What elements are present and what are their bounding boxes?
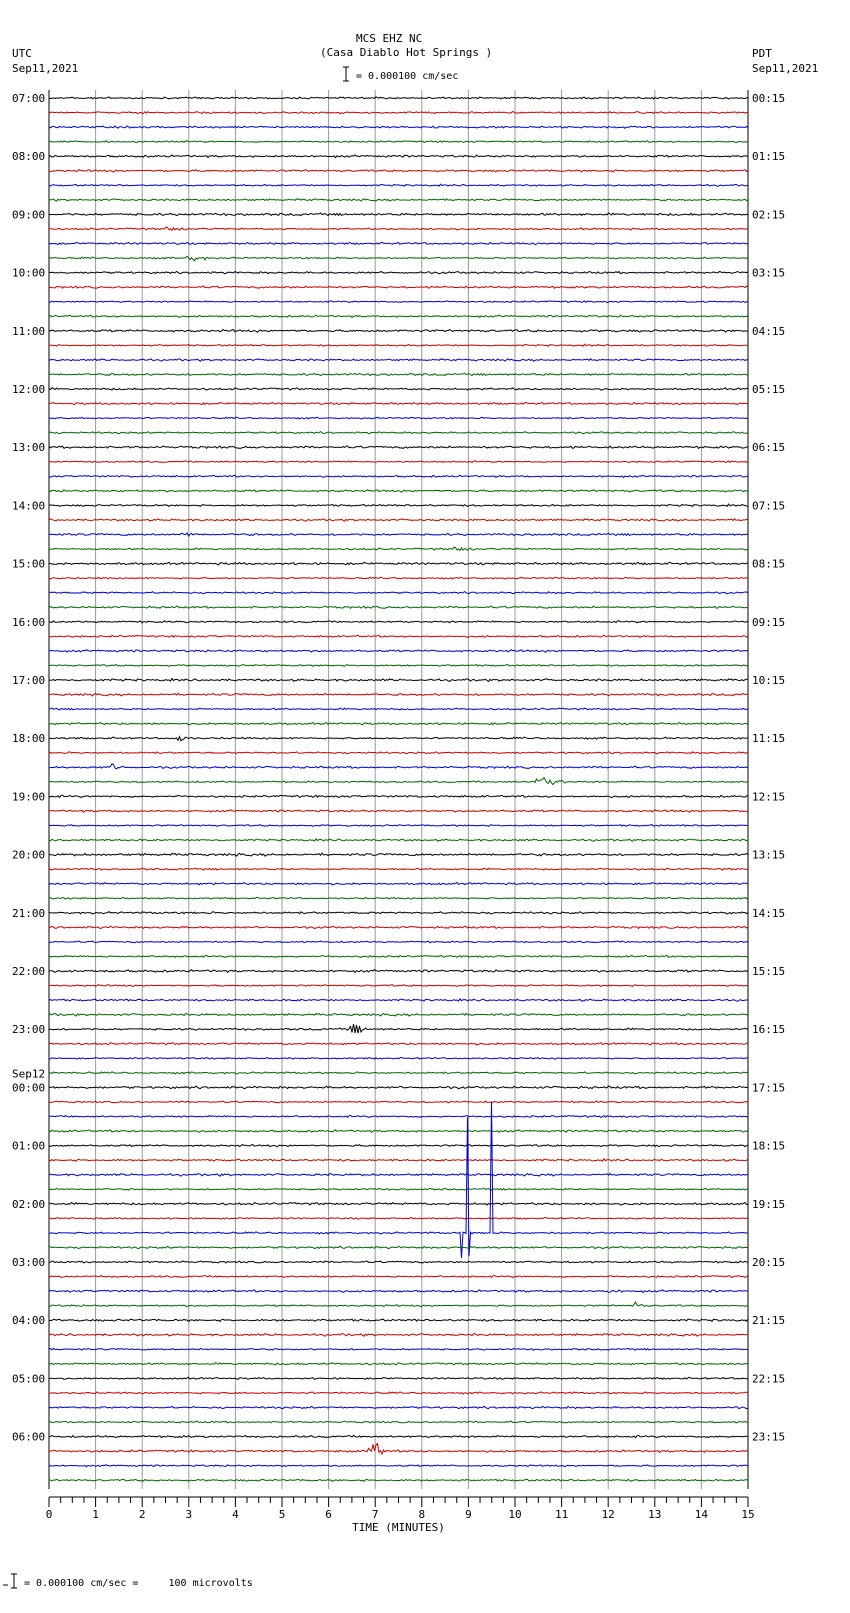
- seismic-trace-56: [49, 912, 748, 914]
- left-timezone: UTC: [12, 47, 32, 60]
- x-tick-label: 0: [45, 1508, 53, 1521]
- seismic-trace-35: [49, 606, 748, 608]
- seismic-trace-65: [49, 1043, 748, 1045]
- seismic-trace-60: [49, 970, 748, 973]
- right-hour-label: 22:15: [752, 1372, 786, 1386]
- right-hour-label: 06:15: [752, 441, 786, 455]
- seismic-trace-77: [49, 1217, 748, 1219]
- seismic-trace-32: [49, 562, 748, 565]
- left-hour-label: 05:00: [12, 1372, 46, 1386]
- left-hour-label: 14:00: [12, 499, 46, 513]
- seismic-trace-62: [49, 999, 748, 1002]
- seismic-trace-86: [49, 1348, 748, 1350]
- seismic-trace-15: [49, 315, 748, 317]
- left-hour-label: 02:00: [12, 1197, 46, 1211]
- seismic-trace-38: [49, 650, 748, 653]
- seismic-trace-91: [49, 1421, 748, 1423]
- seismic-trace-3: [49, 141, 748, 143]
- seismic-trace-29: [49, 519, 748, 521]
- seismic-trace-37: [49, 635, 748, 637]
- seismic-trace-17: [49, 344, 748, 346]
- left-hour-label: 23:00: [12, 1023, 46, 1037]
- right-hour-label: 05:15: [752, 383, 786, 396]
- seismic-trace-95: [49, 1479, 748, 1481]
- seismic-trace-63: [49, 1013, 748, 1016]
- left-hour-label: 11:00: [12, 324, 46, 338]
- seismic-trace-18: [49, 359, 748, 362]
- seismic-trace-47: [49, 778, 748, 785]
- right-hour-label: 04:15: [752, 324, 786, 338]
- seismic-trace-7: [49, 199, 748, 201]
- left-hour-label: 17:00: [12, 674, 46, 687]
- seismic-trace-84: [49, 1319, 748, 1322]
- right-hour-label: 13:15: [752, 848, 786, 862]
- seismic-trace-67: [49, 1072, 748, 1074]
- right-hour-label: 23:15: [752, 1430, 786, 1444]
- seismic-trace-21: [49, 402, 748, 404]
- x-tick-label: 9: [465, 1508, 472, 1521]
- seismic-trace-76: [49, 1202, 748, 1205]
- seismic-trace-6: [49, 184, 748, 186]
- right-hour-label: 16:15: [752, 1023, 786, 1037]
- seismic-trace-82: [49, 1290, 748, 1293]
- seismic-trace-23: [49, 432, 748, 434]
- x-tick-label: 7: [371, 1508, 379, 1521]
- left-hour-label: 12:00: [12, 383, 46, 396]
- seismic-trace-54: [49, 883, 748, 885]
- seismic-trace-28: [49, 504, 748, 506]
- left-hour-label: 01:00: [12, 1139, 46, 1153]
- right-hour-label: 08:15: [752, 557, 786, 571]
- right-hour-label: 21:15: [752, 1314, 786, 1328]
- seismic-trace-27: [49, 490, 748, 493]
- left-hour-label: 15:00: [12, 557, 46, 571]
- seismic-trace-41: [49, 693, 748, 696]
- seismic-trace-5: [49, 170, 748, 173]
- seismic-trace-43: [49, 723, 748, 725]
- seismic-trace-46: [49, 764, 748, 769]
- seismic-trace-24: [49, 446, 748, 449]
- seismic-trace-85: [49, 1334, 748, 1337]
- seismic-trace-78: [49, 1102, 748, 1258]
- seismic-trace-53: [49, 868, 748, 870]
- right-hour-label: 15:15: [752, 965, 786, 978]
- seismic-trace-59: [49, 955, 748, 957]
- left-hour-label: 04:00: [12, 1314, 46, 1328]
- seismic-trace-1: [49, 112, 748, 114]
- right-hour-label: 07:15: [752, 499, 786, 513]
- right-hour-label: 00:15: [752, 92, 786, 105]
- seismic-trace-49: [49, 810, 748, 813]
- left-hour-label: 16:00: [12, 615, 46, 629]
- seismic-trace-19: [49, 373, 748, 376]
- x-tick-label: 5: [278, 1508, 286, 1521]
- seismic-trace-2: [49, 126, 748, 128]
- right-hour-label: 09:15: [752, 615, 786, 629]
- station-code-line: MCS EHZ NC: [356, 32, 423, 45]
- seismic-trace-74: [49, 1173, 748, 1176]
- left-hour-label: 19:00: [12, 790, 46, 804]
- seismic-trace-81: [49, 1276, 748, 1278]
- right-date: Sep11,2021: [752, 62, 819, 75]
- seismic-trace-73: [49, 1159, 748, 1161]
- seismic-trace-10: [49, 242, 748, 244]
- left-hour-label: 13:00: [12, 441, 46, 455]
- seismic-trace-33: [49, 577, 748, 579]
- seismic-trace-69: [49, 1101, 748, 1103]
- seismic-trace-66: [49, 1057, 748, 1059]
- seismic-trace-87: [49, 1363, 748, 1365]
- seismic-trace-83: [49, 1302, 748, 1307]
- right-hour-label: 03:15: [752, 266, 786, 280]
- left-hour-label: 22:00: [12, 965, 46, 978]
- seismic-trace-79: [49, 1246, 748, 1249]
- date-change-label: Sep12: [12, 1067, 46, 1081]
- left-hour-label: 00:00: [12, 1081, 46, 1095]
- seismic-trace-50: [49, 825, 748, 827]
- left-hour-label: 07:00: [12, 92, 46, 105]
- right-timezone: PDT: [752, 47, 772, 60]
- seismic-trace-48: [49, 795, 748, 797]
- x-tick-label: 11: [554, 1508, 569, 1521]
- left-hour-label: 18:00: [12, 732, 46, 746]
- right-hour-label: 01:15: [752, 150, 786, 164]
- seismic-trace-92: [49, 1435, 748, 1437]
- right-hour-label: 10:15: [752, 674, 786, 687]
- x-tick-label: 6: [325, 1508, 332, 1521]
- seismic-trace-58: [49, 941, 748, 943]
- seismic-trace-72: [49, 1145, 748, 1147]
- left-hour-label: 08:00: [12, 150, 46, 164]
- seismic-trace-25: [49, 461, 748, 463]
- right-hour-label: 14:15: [752, 906, 786, 920]
- seismic-trace-9: [49, 227, 748, 230]
- seismic-trace-16: [49, 330, 748, 333]
- left-hour-label: 21:00: [12, 906, 46, 920]
- seismic-trace-0: [49, 97, 748, 99]
- scale-label: = 0.000100 cm/sec: [356, 71, 459, 82]
- seismic-trace-89: [49, 1392, 748, 1394]
- seismic-trace-34: [49, 592, 748, 594]
- seismic-trace-64: [49, 1024, 748, 1033]
- x-axis-label: TIME (MINUTES): [352, 1521, 445, 1534]
- x-tick-label: 4: [232, 1508, 239, 1521]
- right-hour-label: 19:15: [752, 1197, 786, 1211]
- right-hour-label: 11:15: [752, 732, 786, 746]
- seismic-trace-55: [49, 897, 748, 899]
- x-tick-label: 3: [185, 1508, 193, 1521]
- seismic-trace-45: [49, 752, 748, 754]
- left-hour-label: 10:00: [12, 266, 46, 280]
- x-tick-label: 14: [694, 1508, 709, 1521]
- seismic-trace-90: [49, 1406, 748, 1408]
- right-hour-label: 02:15: [752, 208, 786, 222]
- seismic-trace-88: [49, 1377, 748, 1379]
- seismic-trace-26: [49, 475, 748, 477]
- seismic-trace-94: [49, 1465, 748, 1467]
- seismic-trace-75: [49, 1188, 748, 1190]
- seismic-trace-13: [49, 286, 748, 288]
- seismic-trace-57: [49, 926, 748, 929]
- seismic-trace-44: [49, 737, 748, 741]
- right-hour-label: 18:15: [752, 1139, 786, 1153]
- seismic-trace-42: [49, 708, 748, 710]
- x-tick-label: 2: [138, 1508, 146, 1521]
- seismic-trace-30: [49, 533, 748, 536]
- left-hour-label: 09:00: [12, 208, 46, 222]
- left-date: Sep11,2021: [12, 62, 79, 75]
- right-hour-label: 17:15: [752, 1081, 786, 1095]
- seismic-trace-40: [49, 679, 748, 682]
- seismic-trace-68: [49, 1086, 748, 1089]
- seismic-trace-22: [49, 417, 748, 419]
- seismic-trace-11: [49, 256, 748, 261]
- footer-scale-label: = 0.000100 cm/sec = 100 microvolts: [24, 1578, 253, 1589]
- left-hour-label: 06:00: [12, 1430, 46, 1444]
- station-name: (Casa Diablo Hot Springs ): [320, 46, 493, 59]
- seismic-trace-93: [49, 1444, 748, 1455]
- seismic-trace-4: [49, 155, 748, 158]
- footer-scale-bar-icon: [3, 1574, 17, 1588]
- seismic-trace-70: [49, 1115, 748, 1117]
- seismic-trace-39: [49, 665, 748, 667]
- x-tick-label: 15: [741, 1508, 755, 1521]
- seismic-trace-8: [49, 213, 748, 216]
- seismic-trace-52: [49, 853, 748, 856]
- seismic-trace-20: [49, 388, 748, 390]
- seismic-trace-31: [49, 547, 748, 551]
- left-hour-label: 03:00: [12, 1256, 46, 1269]
- seismic-trace-14: [49, 301, 748, 303]
- x-tick-label: 8: [418, 1508, 426, 1521]
- scale-bar-icon: [343, 67, 349, 81]
- x-tick-label: 13: [648, 1508, 662, 1521]
- x-tick-label: 1: [92, 1508, 99, 1521]
- seismic-trace-12: [49, 271, 748, 273]
- right-hour-label: 12:15: [752, 790, 786, 804]
- x-tick-label: 12: [601, 1508, 615, 1521]
- seismic-trace-51: [49, 839, 748, 842]
- seismic-trace-71: [49, 1130, 748, 1133]
- seismic-trace-80: [49, 1261, 748, 1263]
- seismic-trace-61: [49, 985, 748, 987]
- right-hour-label: 20:15: [752, 1256, 786, 1269]
- left-hour-label: 20:00: [12, 848, 46, 862]
- x-tick-label: 10: [508, 1508, 522, 1521]
- seismic-trace-36: [49, 621, 748, 623]
